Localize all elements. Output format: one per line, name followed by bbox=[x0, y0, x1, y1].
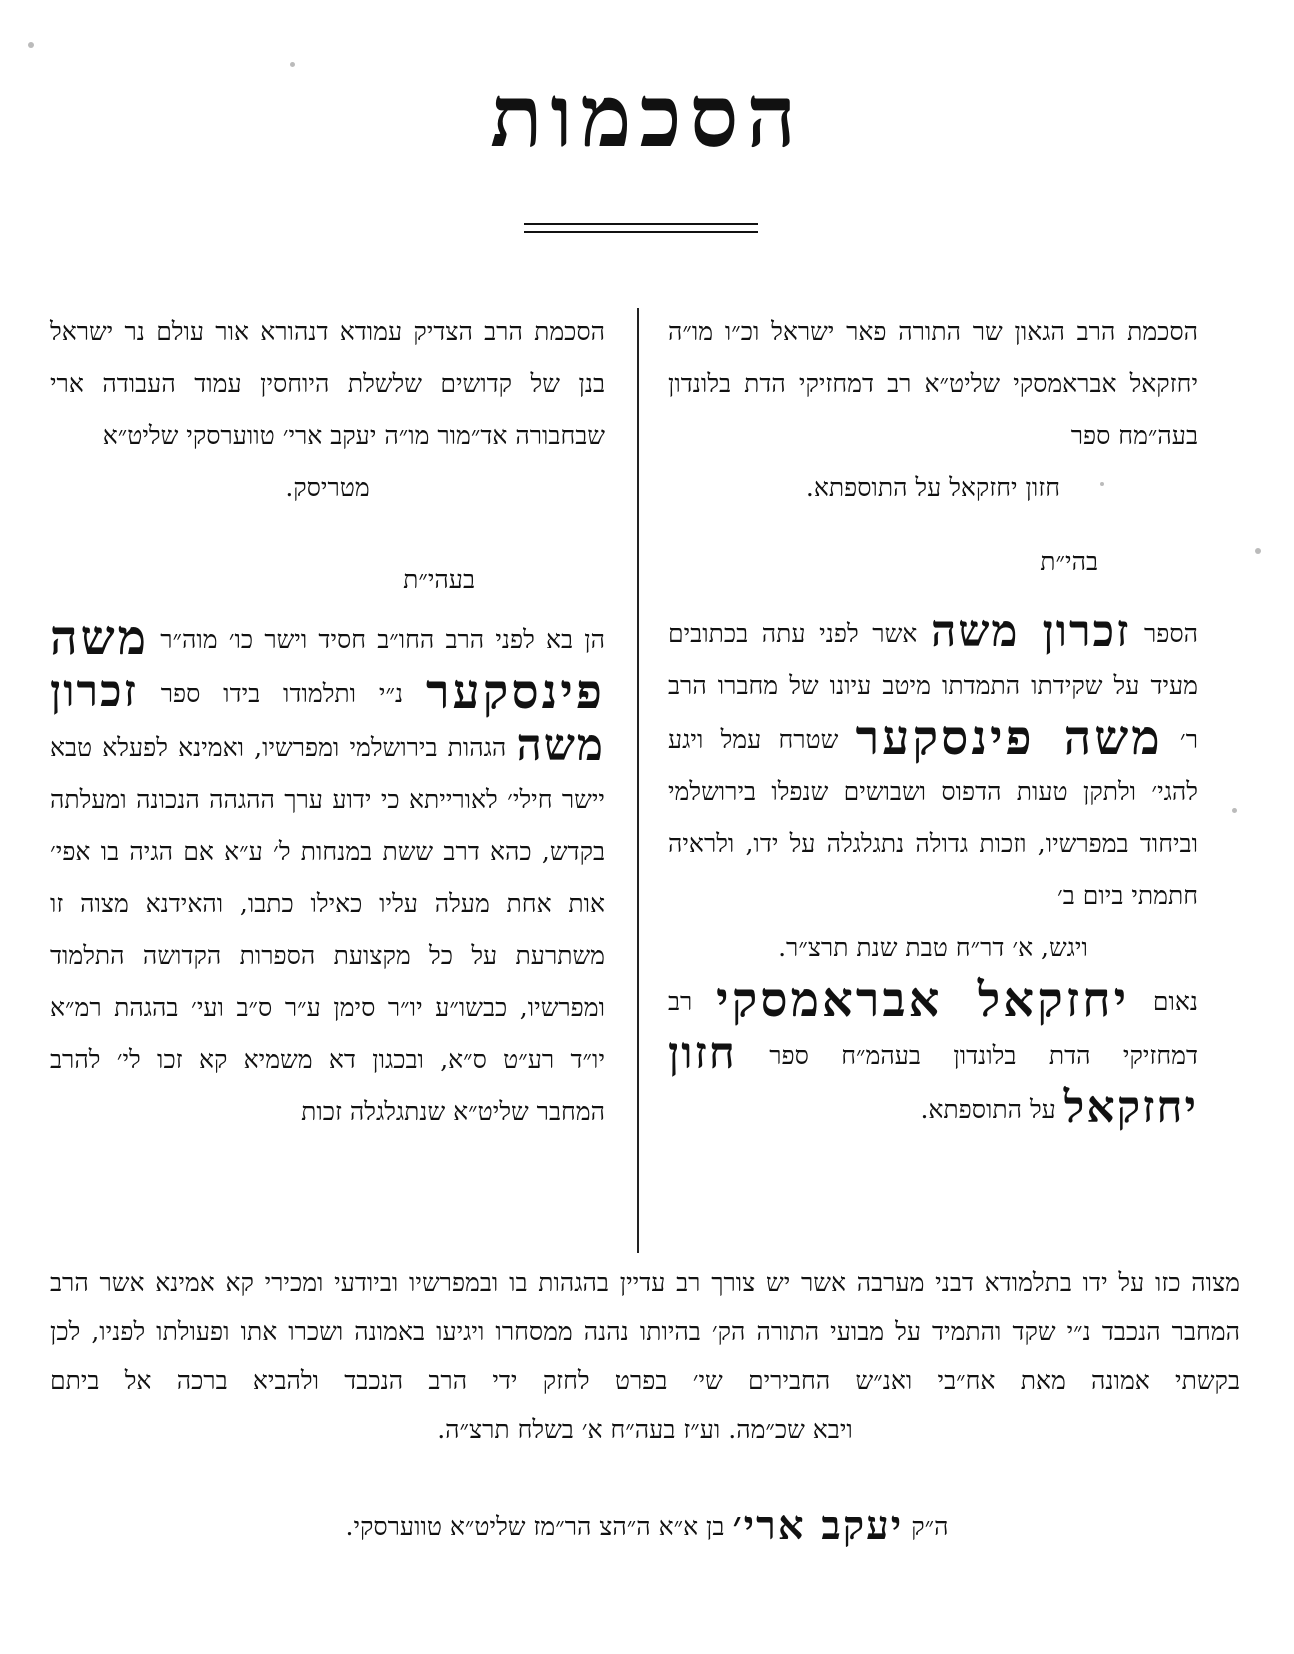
twersky-sig-a: ה״ק bbox=[911, 1512, 949, 1541]
title-rule-bottom bbox=[524, 231, 758, 233]
abramsky-date: ויגש, א׳ דר״ח טבת שנת תרצ״ר. bbox=[778, 933, 1088, 962]
twersky-salutation: בעהי״ת bbox=[403, 565, 475, 594]
abramsky-body-c: שטרח עמל ויגע להגי׳ ולתקן טעות הדפוס ושבושים שנפלו בירושלמי וביחוד במפרשיו, וזכות גדולה נתגלגלה על ידו, ולראיה חתמתי ביום ב׳ bbox=[668, 725, 1198, 910]
abramsky-intro-end: חזון יחזקאל על התוספתא. bbox=[805, 473, 1061, 502]
twersky-intro-end: מטריסק. bbox=[285, 473, 370, 502]
scan-speck bbox=[28, 42, 34, 48]
signer-name-abramsky: יחזקאל אבראמסקי bbox=[716, 972, 1130, 1028]
twersky-continuation bbox=[50, 1258, 1240, 1454]
signer-name-twersky: יעקב ארי׳ bbox=[732, 1502, 904, 1549]
approbation-abramsky bbox=[668, 306, 1198, 1136]
book-title-chazon-yechezkel: חזון יחזקאל bbox=[668, 1028, 1198, 1133]
column-divider bbox=[637, 308, 639, 1253]
abramsky-sig-a: נאום bbox=[1152, 987, 1198, 1016]
continuation-text: מצוה כזו על ידו בתלמודא דבני מערבה אשר יש צורך רב עדיין בהגהות בו ובמפרשיו וביודעי ומכירי קא אמינא אשר הרב המחבר הנכבד נ״י שקד והתמיד על מבועי התורה הק׳ בהיותו נהנה ממסחרו ויגיעו באמונה ושכרו אתו ופעולתו לפניו, לכן בקשתי אמונה מאת אח״בי ואנ״ש החבירים שי׳ בפרט לחזק ידי הרב הנכבד ולהביא ברכה אל ביתם bbox=[50, 1268, 1240, 1395]
book-title-zichron-moshe: זכרון משה bbox=[930, 606, 1131, 657]
book-title-zichron-moshe-2: זכרון משה bbox=[50, 666, 606, 771]
page-title: הסכמות bbox=[490, 66, 804, 167]
scan-speck bbox=[1232, 808, 1237, 813]
author-name-moshe-pinsker-2: משה פינסקער bbox=[50, 610, 605, 720]
abramsky-sig-c: על התוספתא. bbox=[920, 1095, 1056, 1124]
scan-speck bbox=[1100, 482, 1104, 486]
author-name-moshe-pinsker: משה פינסקער bbox=[855, 710, 1163, 766]
scan-speck bbox=[290, 62, 295, 67]
twersky-body-c: הגהות בירושלמי ומפרשיו, ואמינא לפעלא טבא יישר חילי׳ לאורייתא כי ידוע ערך ההגהה הנכונה ומעלתה בקדש, כהא דרב ששת במנחות ל׳ ע״א אם הגיה בו אפי׳ אות אחת מעלה עליו כאילו כתבו, והאידנא מצוה זו משתרעת על כל מקצועת הספרות הקדושה התלמוד ומפרשיו, כבשו״ע יו״ר סימן ע״ר ס״ב ועי׳ בהגהת רמ״א יו״ד רע״ט ס״א, ובכגון דא משמיא קא זכו לי׳ להרב המחבר שליט״א שנתגלגלה זכות bbox=[50, 733, 605, 1126]
twersky-body-a: הן בא לפני הרב החו״ב חסיד וישר כו׳ מוה״ר bbox=[160, 625, 605, 654]
abramsky-intro bbox=[668, 306, 1198, 462]
abramsky-salutation: בהי״ת bbox=[1040, 547, 1098, 576]
twersky-intro: הסכמת הרב הצדיק עמודא דנהורא אור עולם נר ישראל בנן של קדושים שלשלת היוחסין עמוד העבודה ארי שבחבורה אד״מור מו״ה יעקב ארי׳ טווערסקי שליט״א bbox=[50, 317, 605, 450]
abramsky-body-a: הספר bbox=[1144, 619, 1198, 648]
scan-speck bbox=[1255, 548, 1261, 554]
abramsky-intro-text: הסכמת הרב הגאון שר התורה פאר ישראל וכ״ו מו״ה יחזקאל אבראמסקי שליט״א רב דמחזיקי הדת בלונדון בעה״מח ספר bbox=[668, 317, 1198, 450]
twersky-sig-b: בן א״א ה״הצ הר״מז שליט״א טווערסקי. bbox=[345, 1512, 725, 1541]
continuation-last-line: ויבא שכ״מה. וע״ז בעה״ח א׳ בשלח תרצ״ה. bbox=[437, 1415, 853, 1444]
twersky-body-b: נ״י ותלמודו בידו ספר bbox=[160, 679, 404, 708]
twersky-body bbox=[50, 612, 605, 1138]
abramsky-body bbox=[668, 606, 1198, 922]
title-rule-top bbox=[524, 223, 758, 225]
abramsky-sig-b: רב דמחזיקי הדת בלונדון בעהמ״ח ספר bbox=[668, 987, 1198, 1070]
twersky-signature bbox=[0, 1496, 1294, 1557]
abramsky-body-b: אשר לפני עתה בכתובים מעיד על שקידתו התמדתו מיטב עיונו של מחברו הרב ר׳ bbox=[668, 619, 1198, 754]
abramsky-signature bbox=[668, 974, 1198, 1136]
approbation-twersky bbox=[50, 306, 605, 1138]
